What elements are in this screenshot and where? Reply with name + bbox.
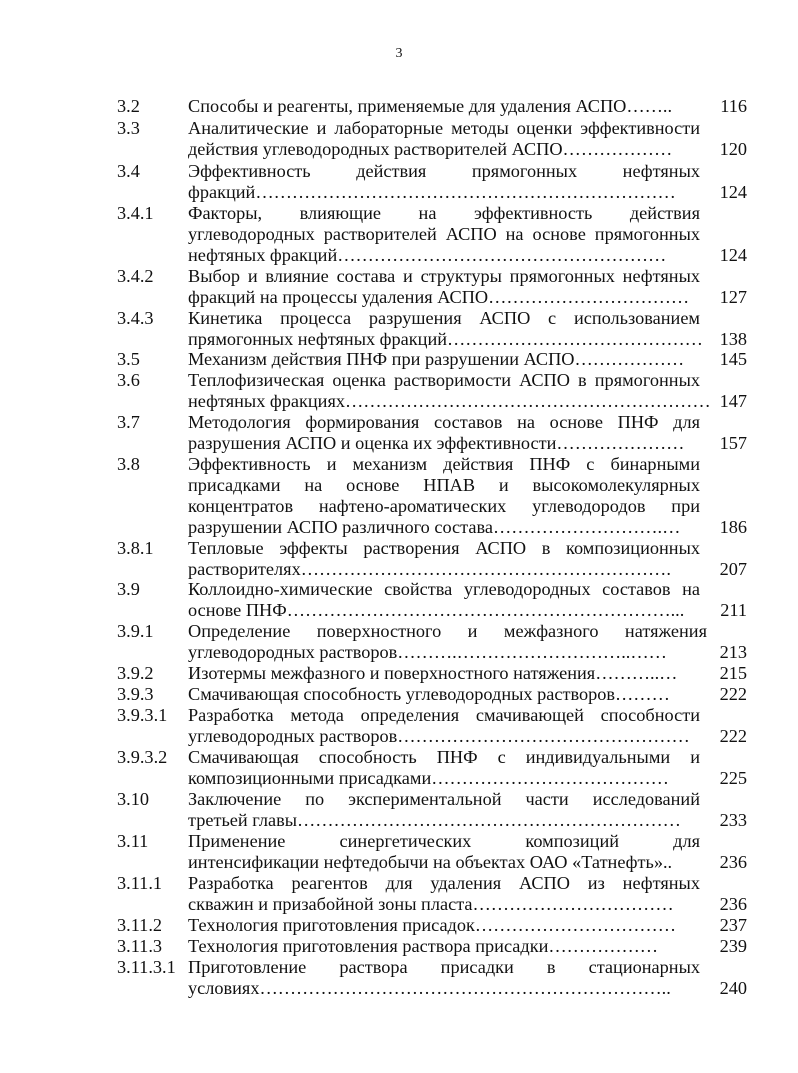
toc-entry-title-line: углеводородных растворов………………………………………… bbox=[188, 726, 690, 746]
toc-entry-number: 3.4.1 bbox=[117, 203, 154, 223]
toc-entry-number: 3.8 bbox=[117, 454, 140, 474]
toc-entry-title-line: Методология формирования составов на основе ПНФ для bbox=[188, 412, 700, 432]
toc-entry-title-line: условиях………………………………………………………….. bbox=[188, 978, 671, 998]
toc-entry-title-line: третьей главы……………………………………………………… bbox=[188, 810, 681, 830]
toc-entry-title-line: Теплофизическая оценка растворимости АСПО в прямогонных bbox=[188, 370, 700, 390]
toc-entry-title-line: фракций на процессы удаления АСПО…………………………… bbox=[188, 287, 690, 307]
toc-entry-title-line: Приготовление раствора присадки в стационарных bbox=[188, 957, 700, 977]
toc-entry-number: 3.10 bbox=[117, 789, 149, 809]
toc-entry-title-line: Определение поверхностного и межфазного натяжения bbox=[188, 621, 707, 641]
toc-entry-page: 215 bbox=[719, 663, 747, 683]
toc-entry-title-line: прямогонных нефтяных фракций…………………………………… bbox=[188, 329, 703, 349]
toc-entry-title-line: Способы и реагенты, применяемые для удаления АСПО…….. bbox=[188, 96, 673, 116]
toc-entry-number: 3.9 bbox=[117, 579, 140, 599]
toc-entry-title-line: нефтяных фракциях…………………………………………………… bbox=[188, 391, 711, 411]
toc-entry-title-line: Разработка метода определения смачивающей способности bbox=[188, 705, 700, 725]
toc-entry-title-line: углеводородных растворителей АСПО на основе прямогонных bbox=[188, 224, 700, 244]
toc-entry-number: 3.8.1 bbox=[117, 538, 154, 558]
toc-entry-title-line: Разработка реагентов для удаления АСПО из нефтяных bbox=[188, 873, 700, 893]
toc-entry-page: 124 bbox=[719, 245, 747, 265]
toc-entry-title-line: действия углеводородных растворителей АСПО……………… bbox=[188, 139, 673, 159]
toc-entry-number: 3.2 bbox=[117, 96, 140, 116]
toc-entry-page: 233 bbox=[719, 810, 747, 830]
toc-entry-page: 124 bbox=[719, 182, 747, 202]
toc-entry-page: 157 bbox=[719, 433, 747, 453]
toc-entry-page: 225 bbox=[719, 768, 747, 788]
toc-entry-title-line: Факторы, влияющие на эффективность действия bbox=[188, 203, 700, 223]
toc-entry-title-line: интенсификации нефтедобычи на объектах ОАО «Татнефть».. bbox=[188, 852, 673, 872]
toc-entry-title-line: основе ПНФ………………………………………………………... bbox=[188, 600, 685, 620]
toc-entry-number: 3.9.2 bbox=[117, 663, 154, 683]
toc-entry-number: 3.3 bbox=[117, 118, 140, 138]
toc-entry-title-line: растворителях……………………………………………………. bbox=[188, 559, 671, 579]
toc-entry-title-line: Технология приготовления присадок…………………………… bbox=[188, 915, 676, 935]
toc-entry-title-line: Аналитические и лабораторные методы оценки эффективности bbox=[188, 118, 700, 138]
toc-entry-number: 3.11.1 bbox=[117, 873, 163, 893]
toc-entry-title-line: Тепловые эффекты растворения АСПО в композиционных bbox=[188, 538, 700, 558]
toc-entry-page: 138 bbox=[719, 329, 747, 349]
toc-entry-page: 213 bbox=[719, 642, 747, 662]
toc-entry-page: 116 bbox=[720, 96, 747, 116]
page-number: 3 bbox=[395, 46, 403, 61]
toc-entry-title-line: Выбор и влияние состава и структуры прямогонных нефтяных bbox=[188, 266, 700, 286]
toc-entry-page: 147 bbox=[719, 391, 747, 411]
toc-entry-number: 3.9.3.2 bbox=[117, 747, 168, 767]
toc-entry-number: 3.9.3.1 bbox=[117, 705, 168, 725]
toc-entry-number: 3.11.3 bbox=[117, 936, 163, 956]
toc-entry-page: 207 bbox=[719, 559, 747, 579]
toc-entry-page: 120 bbox=[719, 139, 747, 159]
toc-entry-number: 3.11.2 bbox=[117, 915, 163, 935]
toc-entry-title-line: Кинетика процесса разрушения АСПО с использованием bbox=[188, 308, 700, 328]
toc-entry-title-line: нефтяных фракций……………………………………………… bbox=[188, 245, 667, 265]
toc-entry-title-line: Механизм действия ПНФ при разрушении АСПО……………… bbox=[188, 349, 685, 369]
toc-entry-title-line: Эффективность действия прямогонных нефтяных bbox=[188, 161, 700, 181]
toc-entry-page: 186 bbox=[719, 517, 747, 537]
toc-entry-title-line: Заключение по экспериментальной части исследований bbox=[188, 789, 700, 809]
toc-entry-page: 222 bbox=[719, 684, 747, 704]
toc-entry-number: 3.9.1 bbox=[117, 621, 154, 641]
toc-entry-title-line: Применение синергетических композиций для bbox=[188, 831, 700, 851]
toc-entry-number: 3.7 bbox=[117, 412, 140, 432]
toc-entry-number: 3.11.3.1 bbox=[117, 957, 176, 977]
toc-entry-number: 3.4.3 bbox=[117, 308, 154, 328]
toc-entry-page: 236 bbox=[719, 894, 747, 914]
toc-entry-title-line: разрушении АСПО различного состава……………………….… bbox=[188, 517, 681, 537]
toc-entry-title-line: фракций…………………………………………………………… bbox=[188, 182, 676, 202]
toc-entry-number: 3.4.2 bbox=[117, 266, 154, 286]
toc-entry-page: 237 bbox=[719, 915, 747, 935]
toc-entry-page: 211 bbox=[720, 600, 747, 620]
toc-entry-title-line: скважин и призабойной зоны пласта…………………………… bbox=[188, 894, 674, 914]
toc-entry-title-line: углеводородных растворов……….………………………..…… bbox=[188, 642, 667, 662]
toc-entry-number: 3.4 bbox=[117, 161, 140, 181]
toc-entry-title-line: Технология приготовления раствора присадки……………… bbox=[188, 936, 659, 956]
toc-entry-page: 240 bbox=[719, 978, 747, 998]
toc-entry-title-line: Коллоидно-химические свойства углеводородных составов на bbox=[188, 579, 700, 599]
toc-entry-page: 127 bbox=[719, 287, 747, 307]
toc-entry-page: 145 bbox=[719, 349, 747, 369]
toc-entry-title-line: разрушения АСПО и оценка их эффективности………………… bbox=[188, 433, 685, 453]
toc-entry-page: 222 bbox=[719, 726, 747, 746]
toc-entry-title-line: Изотермы межфазного и поверхностного натяжения………..… bbox=[188, 663, 678, 683]
toc-entry-number: 3.6 bbox=[117, 370, 140, 390]
toc-entry-title-line: Смачивающая способность углеводородных растворов……… bbox=[188, 684, 670, 704]
toc-entry-title-line: концентратов нафтено-ароматических углеводородов при bbox=[188, 496, 700, 516]
toc-entry-number: 3.11 bbox=[117, 831, 149, 851]
toc-entry-number: 3.9.3 bbox=[117, 684, 154, 704]
toc-entry-title-line: композиционными присадками………………………………… bbox=[188, 768, 669, 788]
toc-entry-number: 3.5 bbox=[117, 349, 140, 369]
toc-entry-title-line: Эффективность и механизм действия ПНФ с бинарными bbox=[188, 454, 700, 474]
toc-entry-title-line: Смачивающая способность ПНФ с индивидуальными и bbox=[188, 747, 700, 767]
toc-entry-page: 236 bbox=[719, 852, 747, 872]
toc-entry-page: 239 bbox=[719, 936, 747, 956]
toc-entry-title-line: присадками на основе НПАВ и высокомолекулярных bbox=[188, 475, 700, 495]
